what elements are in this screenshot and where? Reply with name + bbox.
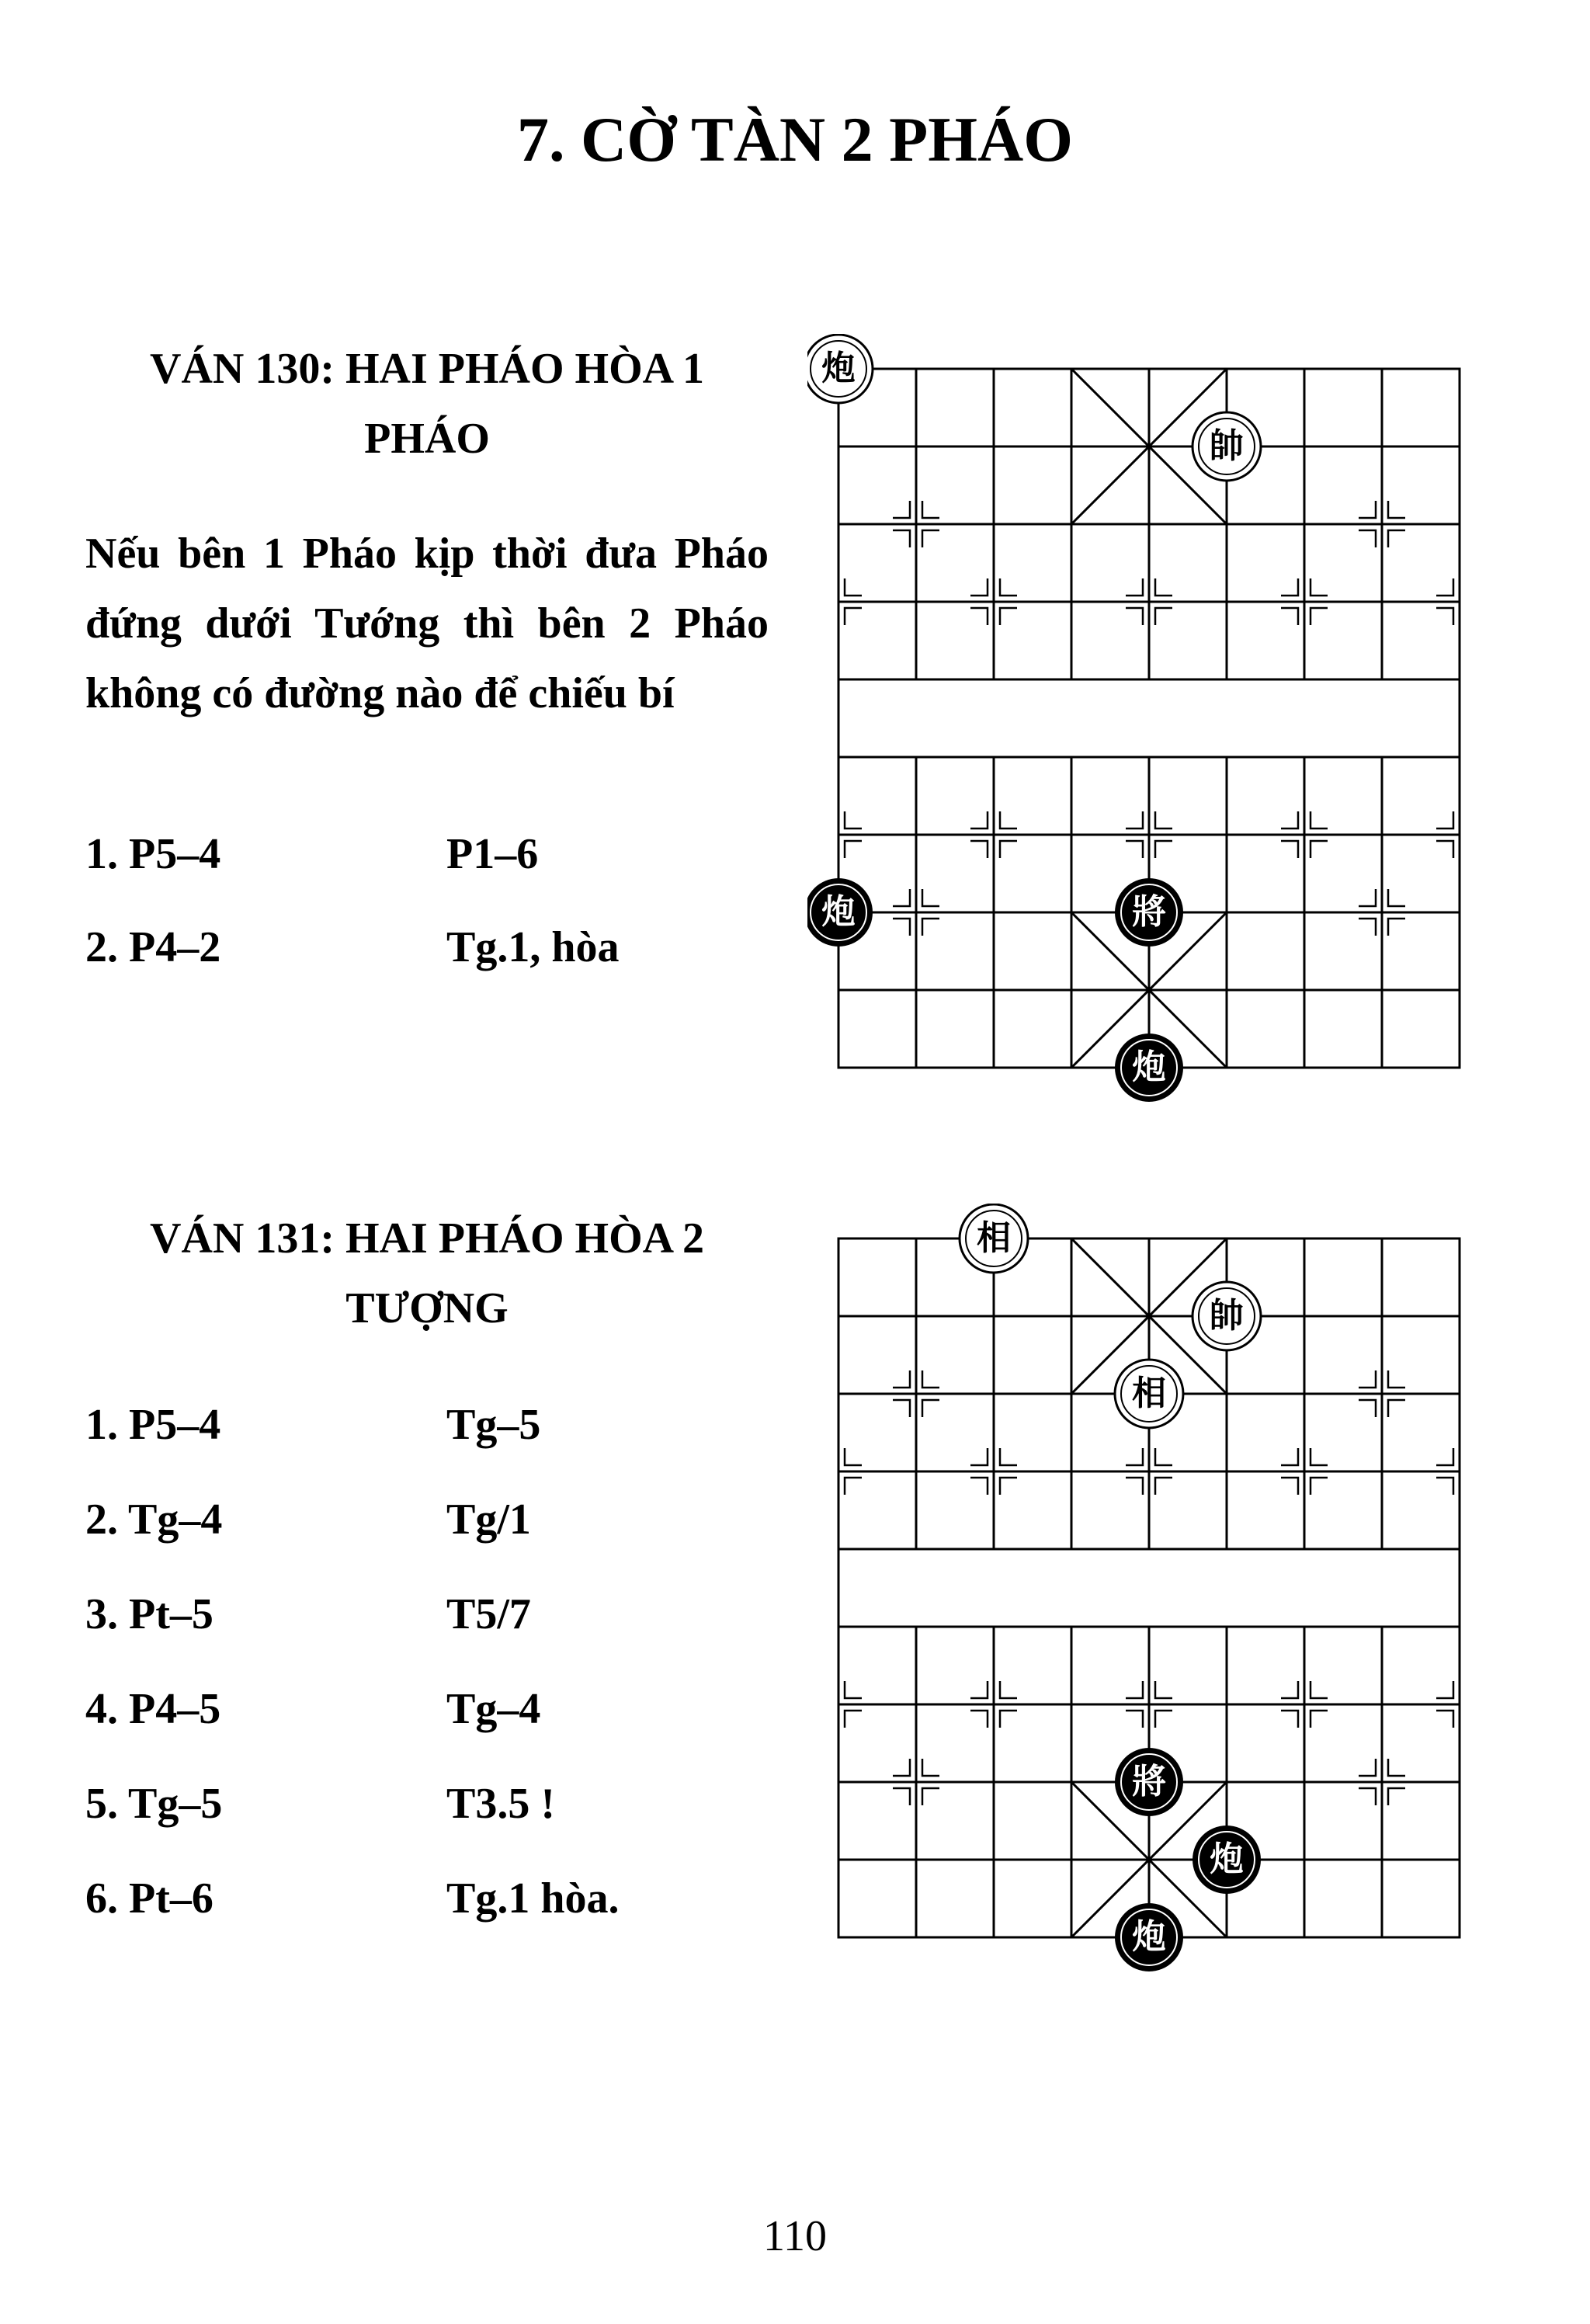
move-black: Tg–4 [446,1685,541,1733]
svg-text:炮: 炮 [821,892,856,932]
board-grid [838,1238,1460,1937]
move-black: T5/7 [446,1590,531,1638]
red-soai-piece [1192,412,1261,481]
move-white: 5. Tg–5 [85,1780,223,1828]
game-131-title-line2: TƯỢNG [345,1284,509,1332]
svg-text:炮: 炮 [1132,1047,1166,1087]
svg-text:將: 將 [1132,1762,1166,1801]
move-white: 1. P5–4 [85,1401,221,1449]
svg-text:炮: 炮 [1210,1839,1244,1879]
game-130-title-line1: VÁN 130: HAI PHÁO HÒA 1 [150,345,704,393]
page-number: 110 [763,2212,827,2260]
move-white: 2. P4–2 [85,923,221,971]
red-tuong-voi-piece [1115,1360,1183,1428]
svg-text:將: 將 [1132,892,1166,932]
black-phao-piece [807,878,873,947]
svg-text:帥: 帥 [1210,426,1244,466]
game-130-title [85,334,769,474]
black-tuong-piece [1115,1748,1183,1816]
svg-text:相: 相 [1132,1374,1166,1413]
svg-text:炮: 炮 [1132,1917,1166,1957]
move-white: 6. Pt–6 [85,1874,214,1923]
black-tuong-piece [1115,878,1183,947]
red-tuong-voi-piece [960,1204,1028,1273]
move-white: 1. P5–4 [85,830,221,878]
move-black: Tg.1, hòa [446,923,620,971]
red-soai-piece [1192,1282,1261,1350]
game-130-title-line2: PHÁO [364,415,490,463]
page-title: 7. CỜ TÀN 2 PHÁO [516,104,1074,175]
move-black: Tg.1 hòa. [446,1874,620,1923]
board-grid [838,369,1460,1068]
move-white: 2. Tg–4 [85,1495,223,1544]
black-phao-piece [1115,1903,1183,1971]
black-phao-piece [1115,1033,1183,1102]
move-white: 3. Pt–5 [85,1590,214,1638]
move-black: Tg/1 [446,1495,531,1544]
game-131-title-line1: VÁN 131: HAI PHÁO HÒA 2 [150,1214,704,1263]
move-white: 4. P4–5 [85,1685,221,1733]
move-black: T3.5 ! [446,1780,555,1828]
black-phao-piece [1192,1826,1261,1894]
game-131-title [85,1204,769,1343]
svg-text:帥: 帥 [1210,1296,1244,1336]
svg-text:相: 相 [977,1218,1011,1258]
red-phao-piece [807,335,873,403]
game-130-board [807,334,1491,1118]
svg-text:炮: 炮 [821,349,856,388]
game-130-intro: Nếu bên 1 Pháo kịp thời đưa Pháo đứng dưới Tướng thì bên 2 Pháo không có đường nào để chiếu bí [85,530,769,717]
move-black: Tg–5 [446,1401,541,1449]
move-black: P1–6 [446,830,539,878]
game-131-board [807,1204,1491,1988]
